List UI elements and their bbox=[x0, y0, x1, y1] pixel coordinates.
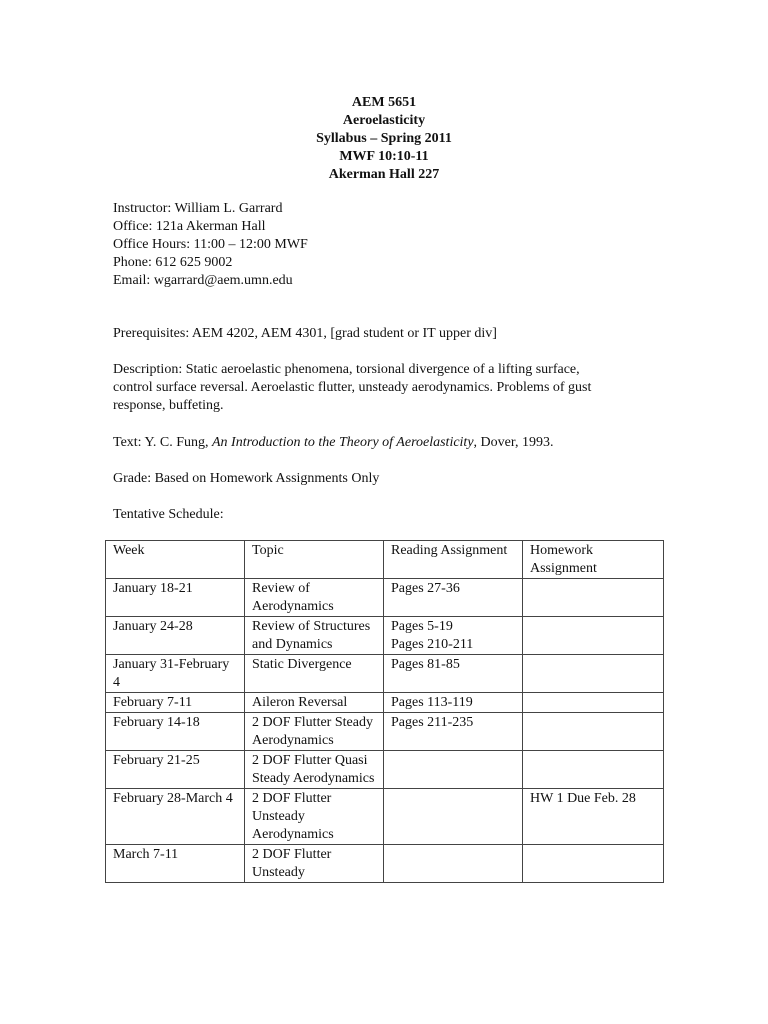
cell-topic: 2 DOF Flutter Quasi Steady Aerodynamics bbox=[245, 751, 384, 789]
meeting-time: MWF 10:10-11 bbox=[339, 149, 429, 164]
course-name: Aeroelasticity bbox=[342, 113, 426, 128]
table-row bbox=[106, 713, 664, 751]
cell-week: January 18-21 bbox=[106, 579, 245, 617]
prerequisites: Prerequisites: AEM 4202, AEM 4301, [grad student or IT upper div] bbox=[113, 326, 497, 341]
schedule-table-body bbox=[106, 541, 664, 883]
table-row bbox=[106, 845, 664, 883]
cell-week: February 21-25 bbox=[106, 751, 245, 789]
meeting-location: Akerman Hall 227 bbox=[328, 167, 440, 182]
table-row bbox=[106, 655, 664, 693]
textbook-prefix: Text: Y. C. Fung, bbox=[113, 435, 212, 450]
schedule-label: Tentative Schedule: bbox=[113, 507, 224, 522]
textbook bbox=[113, 434, 673, 452]
cell-homework bbox=[523, 751, 664, 789]
cell-reading bbox=[384, 845, 523, 883]
header-cell-homework: Homework Assignment bbox=[523, 541, 664, 579]
table-row bbox=[106, 789, 664, 845]
syllabus-term: Syllabus – Spring 2011 bbox=[316, 131, 452, 146]
cell-homework: HW 1 Due Feb. 28 bbox=[523, 789, 664, 845]
cell-homework bbox=[523, 579, 664, 617]
grading-policy: Grade: Based on Homework Assignments Only bbox=[113, 471, 380, 486]
schedule-header-row bbox=[106, 541, 664, 579]
table-row bbox=[106, 693, 664, 713]
cell-topic: Review of Aerodynamics bbox=[245, 579, 384, 617]
textbook-title: An Introduction to the Theory of Aeroelasticity bbox=[211, 435, 474, 450]
cell-reading: Pages 5-19 Pages 210-211 bbox=[384, 617, 523, 655]
cell-reading bbox=[384, 789, 523, 845]
cell-topic: Static Divergence bbox=[245, 655, 384, 693]
table-row bbox=[106, 579, 664, 617]
cell-reading: Pages 81-85 bbox=[384, 655, 523, 693]
cell-homework bbox=[523, 713, 664, 751]
cell-homework bbox=[523, 655, 664, 693]
cell-reading bbox=[384, 751, 523, 789]
office-hours: Office Hours: 11:00 – 12:00 MWF bbox=[113, 237, 308, 252]
instructor-office: Office: 121a Akerman Hall bbox=[113, 219, 266, 234]
table-row bbox=[106, 751, 664, 789]
cell-topic: Review of Structures and Dynamics bbox=[245, 617, 384, 655]
cell-reading: Pages 113-119 bbox=[384, 693, 523, 713]
header-cell-reading: Reading Assignment bbox=[384, 541, 523, 579]
instructor-name: Instructor: William L. Garrard bbox=[113, 201, 283, 216]
cell-week: February 14-18 bbox=[106, 713, 245, 751]
cell-topic: 2 DOF Flutter Unsteady Aerodynamics bbox=[245, 789, 384, 845]
course-code: AEM 5651 bbox=[351, 95, 417, 110]
schedule-table bbox=[105, 540, 664, 883]
cell-week: March 7-11 bbox=[106, 845, 245, 883]
cell-week: January 31-February 4 bbox=[106, 655, 245, 693]
cell-week: January 24-28 bbox=[106, 617, 245, 655]
instructor-phone: Phone: 612 625 9002 bbox=[113, 255, 233, 270]
textbook-suffix: , Dover, 1993. bbox=[473, 435, 554, 450]
cell-week: February 28-March 4 bbox=[106, 789, 245, 845]
cell-topic: Aileron Reversal bbox=[245, 693, 384, 713]
header-cell-week: Week bbox=[106, 541, 245, 579]
cell-homework bbox=[523, 617, 664, 655]
syllabus-header bbox=[0, 94, 768, 184]
cell-homework bbox=[523, 845, 664, 883]
instructor-info bbox=[113, 200, 673, 290]
cell-week: February 7-11 bbox=[106, 693, 245, 713]
cell-homework bbox=[523, 693, 664, 713]
table-row bbox=[106, 617, 664, 655]
instructor-email: Email: wgarrard@aem.umn.edu bbox=[113, 273, 293, 288]
course-description: Description: Static aeroelastic phenomena, torsional divergence of a lifting surface, control surface reversal. Aeroelastic flutter, unsteady aerodynamics. Problems of gust response, buffeting. bbox=[113, 362, 592, 413]
cell-reading: Pages 27-36 bbox=[384, 579, 523, 617]
cell-topic: 2 DOF Flutter Steady Aerodynamics bbox=[245, 713, 384, 751]
cell-topic: 2 DOF Flutter Unsteady bbox=[245, 845, 384, 883]
header-cell-topic: Topic bbox=[245, 541, 384, 579]
cell-reading: Pages 211-235 bbox=[384, 713, 523, 751]
